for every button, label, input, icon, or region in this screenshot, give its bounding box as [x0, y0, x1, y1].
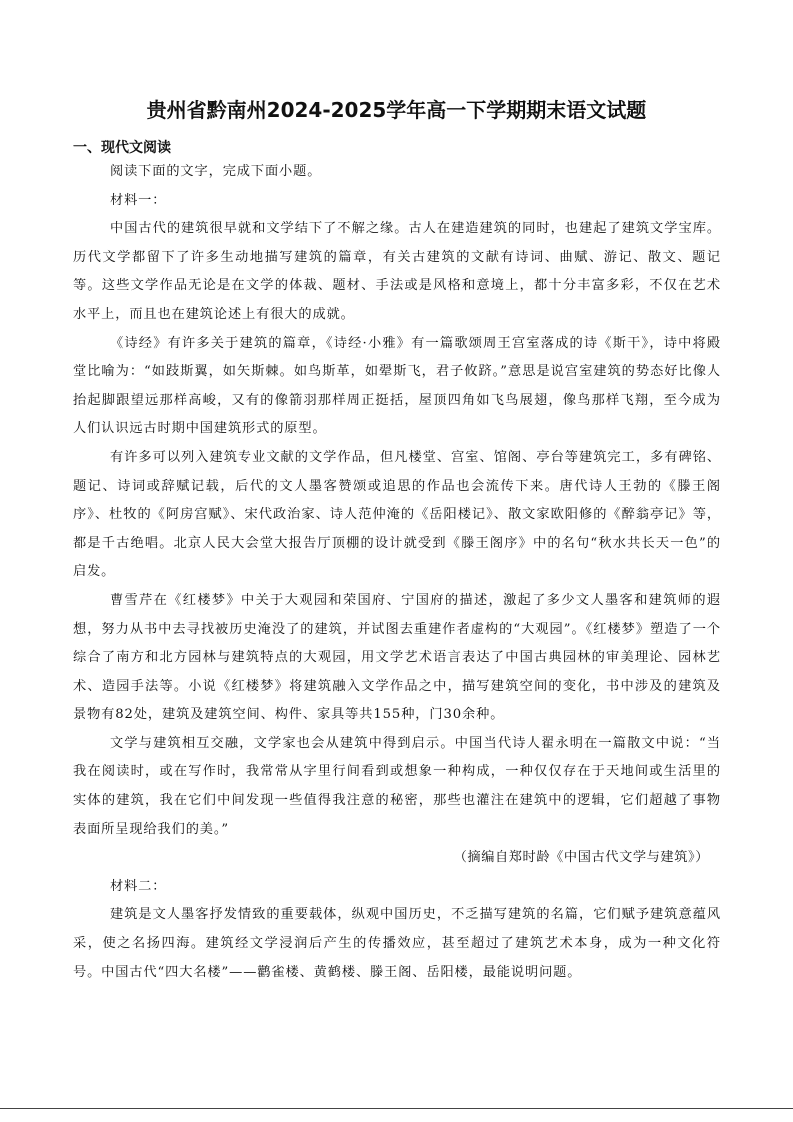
- material1-paragraph: 文学与建筑相互交融，文学家也会从建筑中得到启示。中国当代诗人翟永明在一篇散文中说：“当我在阅读时，或在写作时，我常常从字里行间看到或想象一种构成，一种仅仅存在于天地间或生活里的实体的建筑，我在它们中间发现一些值得我注意的秘密，那些也灌注在建筑中的逻辑，它们超越了事物表面所呈现给我们的美。”: [73, 735, 721, 837]
- page-bottom-divider: [0, 1108, 793, 1109]
- document-title: 贵州省黔南州2024-2025学年高一下学期期末语文试题: [146, 98, 647, 122]
- material2-label: 材料二：: [110, 878, 167, 894]
- material1-paragraph: 《诗经》有许多关于建筑的篇章，《诗经·小雅》有一篇歌颂周王宫室落成的诗《斯干》，诗中将殿堂比喻为：“如跂斯翼，如矢斯棘。如鸟斯革，如翚斯飞，君子攸跻。”意思是说宫室建筑的势态好比像人抬起脚跟望远那样高峻，又有的像箭羽那样周正挺括，屋顶四角如飞鸟展翅，像鸟那样飞翔，至今成为人们认识远古时期中国建筑形式的原型。: [73, 335, 721, 437]
- material2-paragraph: 建筑是文人墨客抒发情致的重要载体，纵观中国历史，不乏描写建筑的名篇，它们赋予建筑意蕴风采，使之名扬四海。建筑经文学浸润后产生的传播效应，甚至超过了建筑艺术本身，成为一种文化符号。中国古代“四大名楼”——鹳雀楼、黄鹤楼、滕王阁、岳阳楼，最能说明问题。: [73, 907, 721, 980]
- instruction-text: 阅读下面的文字，完成下面小题。: [110, 164, 322, 179]
- material1-paragraph: 有许多可以列入建筑专业文献的文学作品，但凡楼堂、宫室、馆阁、亭台等建筑完工，多有碑铭、题记、诗词或辞赋记载，后代的文人墨客赞颂或追思的作品也会流传下来。唐代诗人王勃的《滕王阁序》、杜牧的《阿房宫赋》、宋代政治家、诗人范仲淹的《岳阳楼记》、散文家欧阳修的《醉翁亭记》等，都是千古绝唱。北京人民大会堂大报告厅顶棚的设计就受到《滕王阁序》中的名句“秋水共长天一色”的启发。: [73, 449, 721, 580]
- material1-source: （摘编自郑时龄《中国古代文学与建筑》）: [453, 850, 709, 866]
- material1-paragraph: 曹雪芹在《红楼梦》中关于大观园和荣国府、宁国府的描述，激起了多少文人墨客和建筑师的遐想，努力从书中去寻找被历史淹没了的建筑，并试图去重建作者虚构的“大观园”。《红楼梦》塑造了一个综合了南方和北方园林与建筑特点的大观园，用文学艺术语言表达了中国古典园林的审美理论、园林艺术、造园手法等。小说《红楼梦》将建筑融入文学作品之中，描写建筑空间的变化，书中涉及的建筑及景物有82处，建筑及建筑空间、构件、家具等共155种，门30余种。: [73, 592, 721, 723]
- material1-label: 材料一：: [110, 192, 167, 208]
- material1-paragraph: 中国古代的建筑很早就和文学结下了不解之缘。古人在建造建筑的同时，也建起了建筑文学宝库。历代文学都留下了许多生动地描写建筑的篇章，有关古建筑的文献有诗词、曲赋、游记、散文、题记等。这些文学作品无论是在文学的体裁、题材、手法或是风格和意境上，都十分丰富多彩，不仅在艺术水平上，而且也在建筑论述上有很大的成就。: [73, 221, 721, 322]
- document-body: [73, 158, 721, 987]
- section-heading: 一、现代文阅读: [73, 140, 171, 156]
